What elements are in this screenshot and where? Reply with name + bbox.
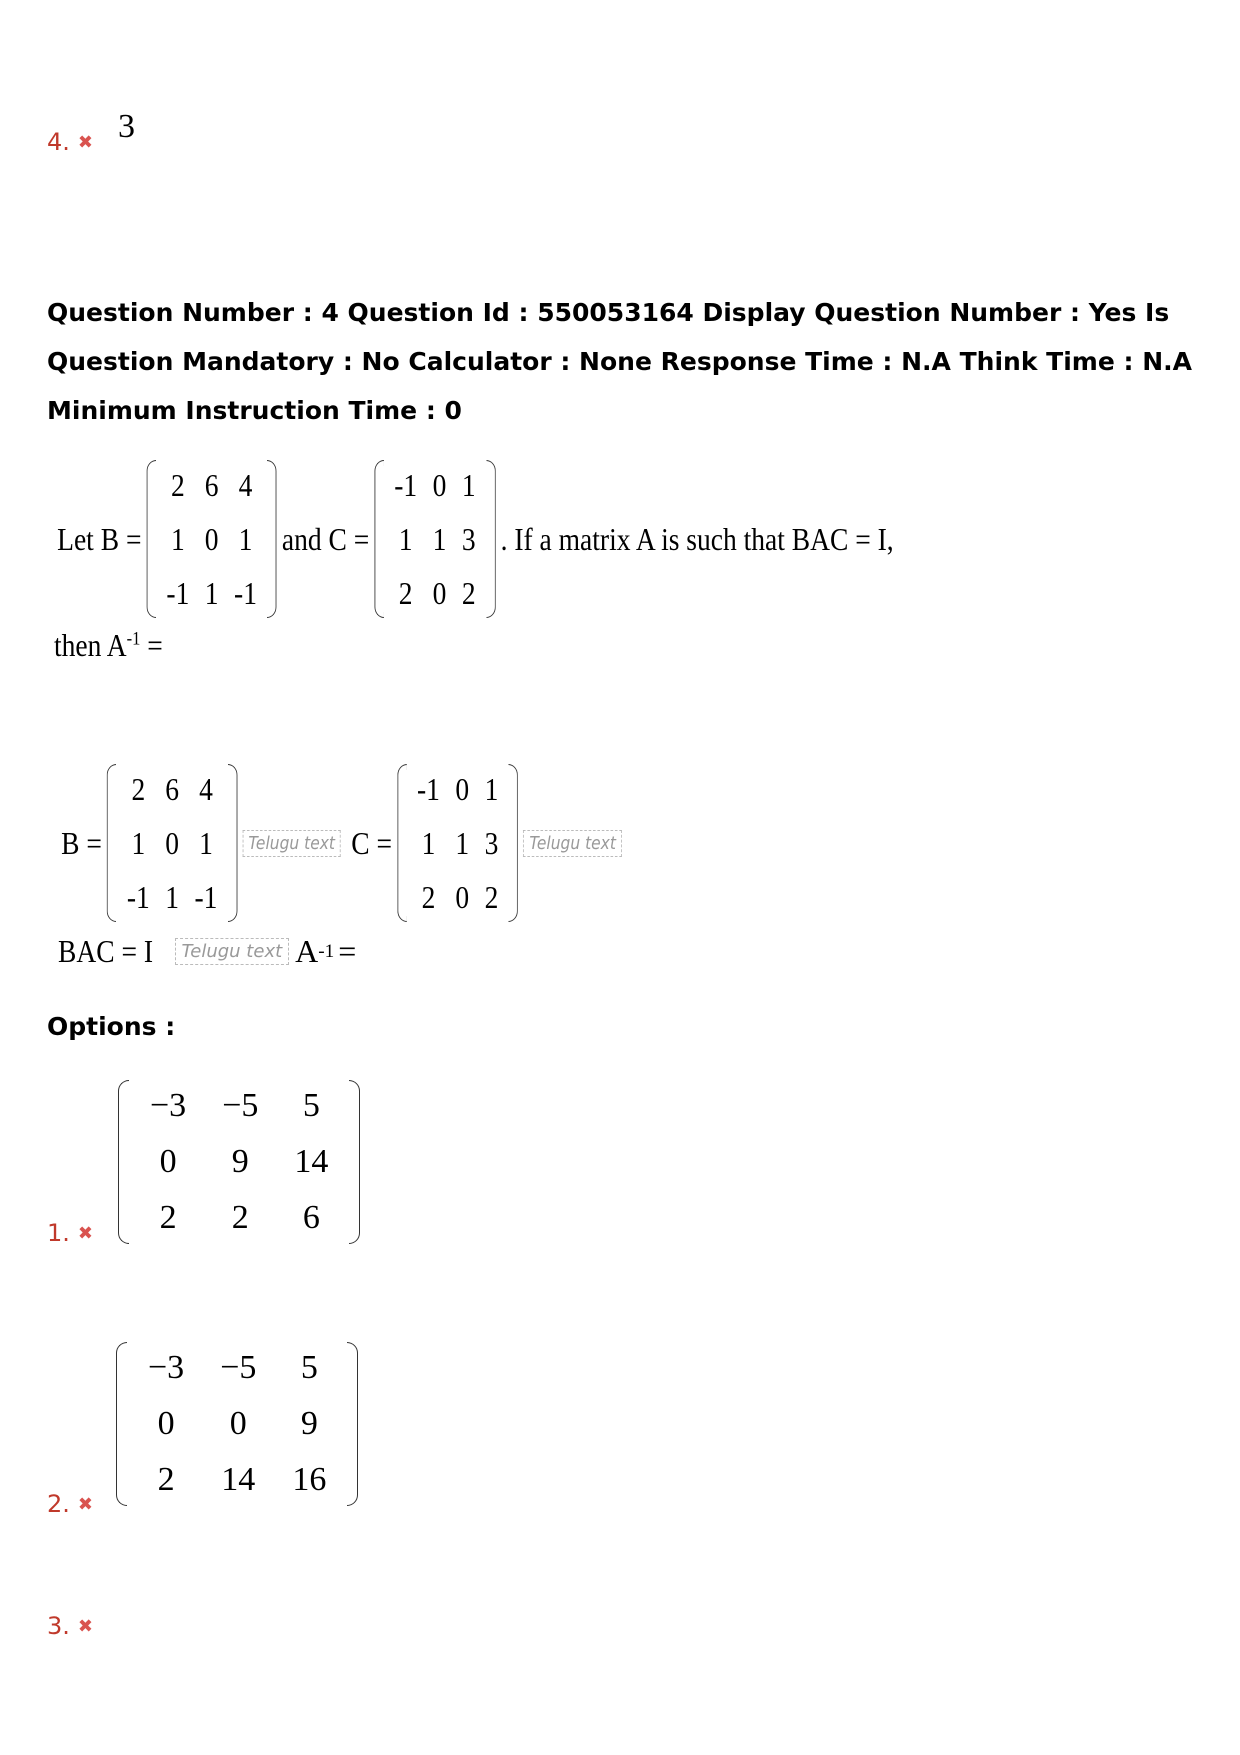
telugu-statement — [56, 762, 627, 924]
option-3-label — [47, 1612, 93, 1640]
matrix-b-telugu: 2 6 4 1 0 1 -1 1 -1 — [107, 762, 237, 924]
matrix-b: 2 6 4 1 0 1 -1 1 -1 — [147, 458, 277, 620]
telugu-and-text: Telugu text — [242, 830, 341, 857]
option-number: 4. — [47, 128, 70, 156]
telugu-condition: BAC = I Telugu text A -1 = — [58, 933, 357, 969]
option-4-label — [47, 128, 93, 156]
then-a-inverse: then $A^{-1}$ = — [54, 627, 163, 663]
option-2-matrix: −3 −5 5 0 0 9 2 14 16 — [116, 1340, 358, 1517]
option-number: 2. — [47, 1490, 70, 1518]
question-info: Question Number : 4 Question Id : 550053164 Display Question Number : Yes Is Question Mandatory : No Calculator : None Response Time : N.A Think Time : N.A Minimum Instruction Time : 0 — [47, 298, 1192, 425]
b-eq-text: B = — [61, 824, 102, 861]
options-heading: Options : — [47, 1012, 176, 1041]
matrix-c-telugu: -1 0 1 1 1 3 2 0 2 — [397, 762, 518, 924]
option-number: 1. — [47, 1219, 70, 1247]
english-statement — [52, 458, 899, 620]
option-4-value: 3 — [118, 108, 135, 145]
option-2-label — [47, 1490, 93, 1518]
option-1-label — [47, 1219, 93, 1247]
and-c-text: and C = — [281, 520, 370, 557]
cross-icon: ✖ — [77, 1616, 93, 1637]
matrix-c: -1 0 1 1 1 3 2 0 2 — [374, 458, 495, 620]
option-number: 3. — [47, 1612, 70, 1640]
cross-icon: ✖ — [77, 1494, 93, 1515]
cross-icon: ✖ — [77, 132, 93, 153]
c-eq-text: C = — [351, 824, 393, 861]
let-b-text: Let B = — [57, 520, 142, 557]
telugu-suppose-text: Telugu text — [523, 830, 622, 857]
cross-icon: ✖ — [77, 1223, 93, 1244]
statement-tail: . If a matrix A is such that BAC = I, — [500, 520, 894, 557]
option-1-matrix: −3 −5 5 0 9 14 2 2 6 — [118, 1078, 360, 1255]
telugu-condition-text: Telugu text — [175, 938, 290, 965]
